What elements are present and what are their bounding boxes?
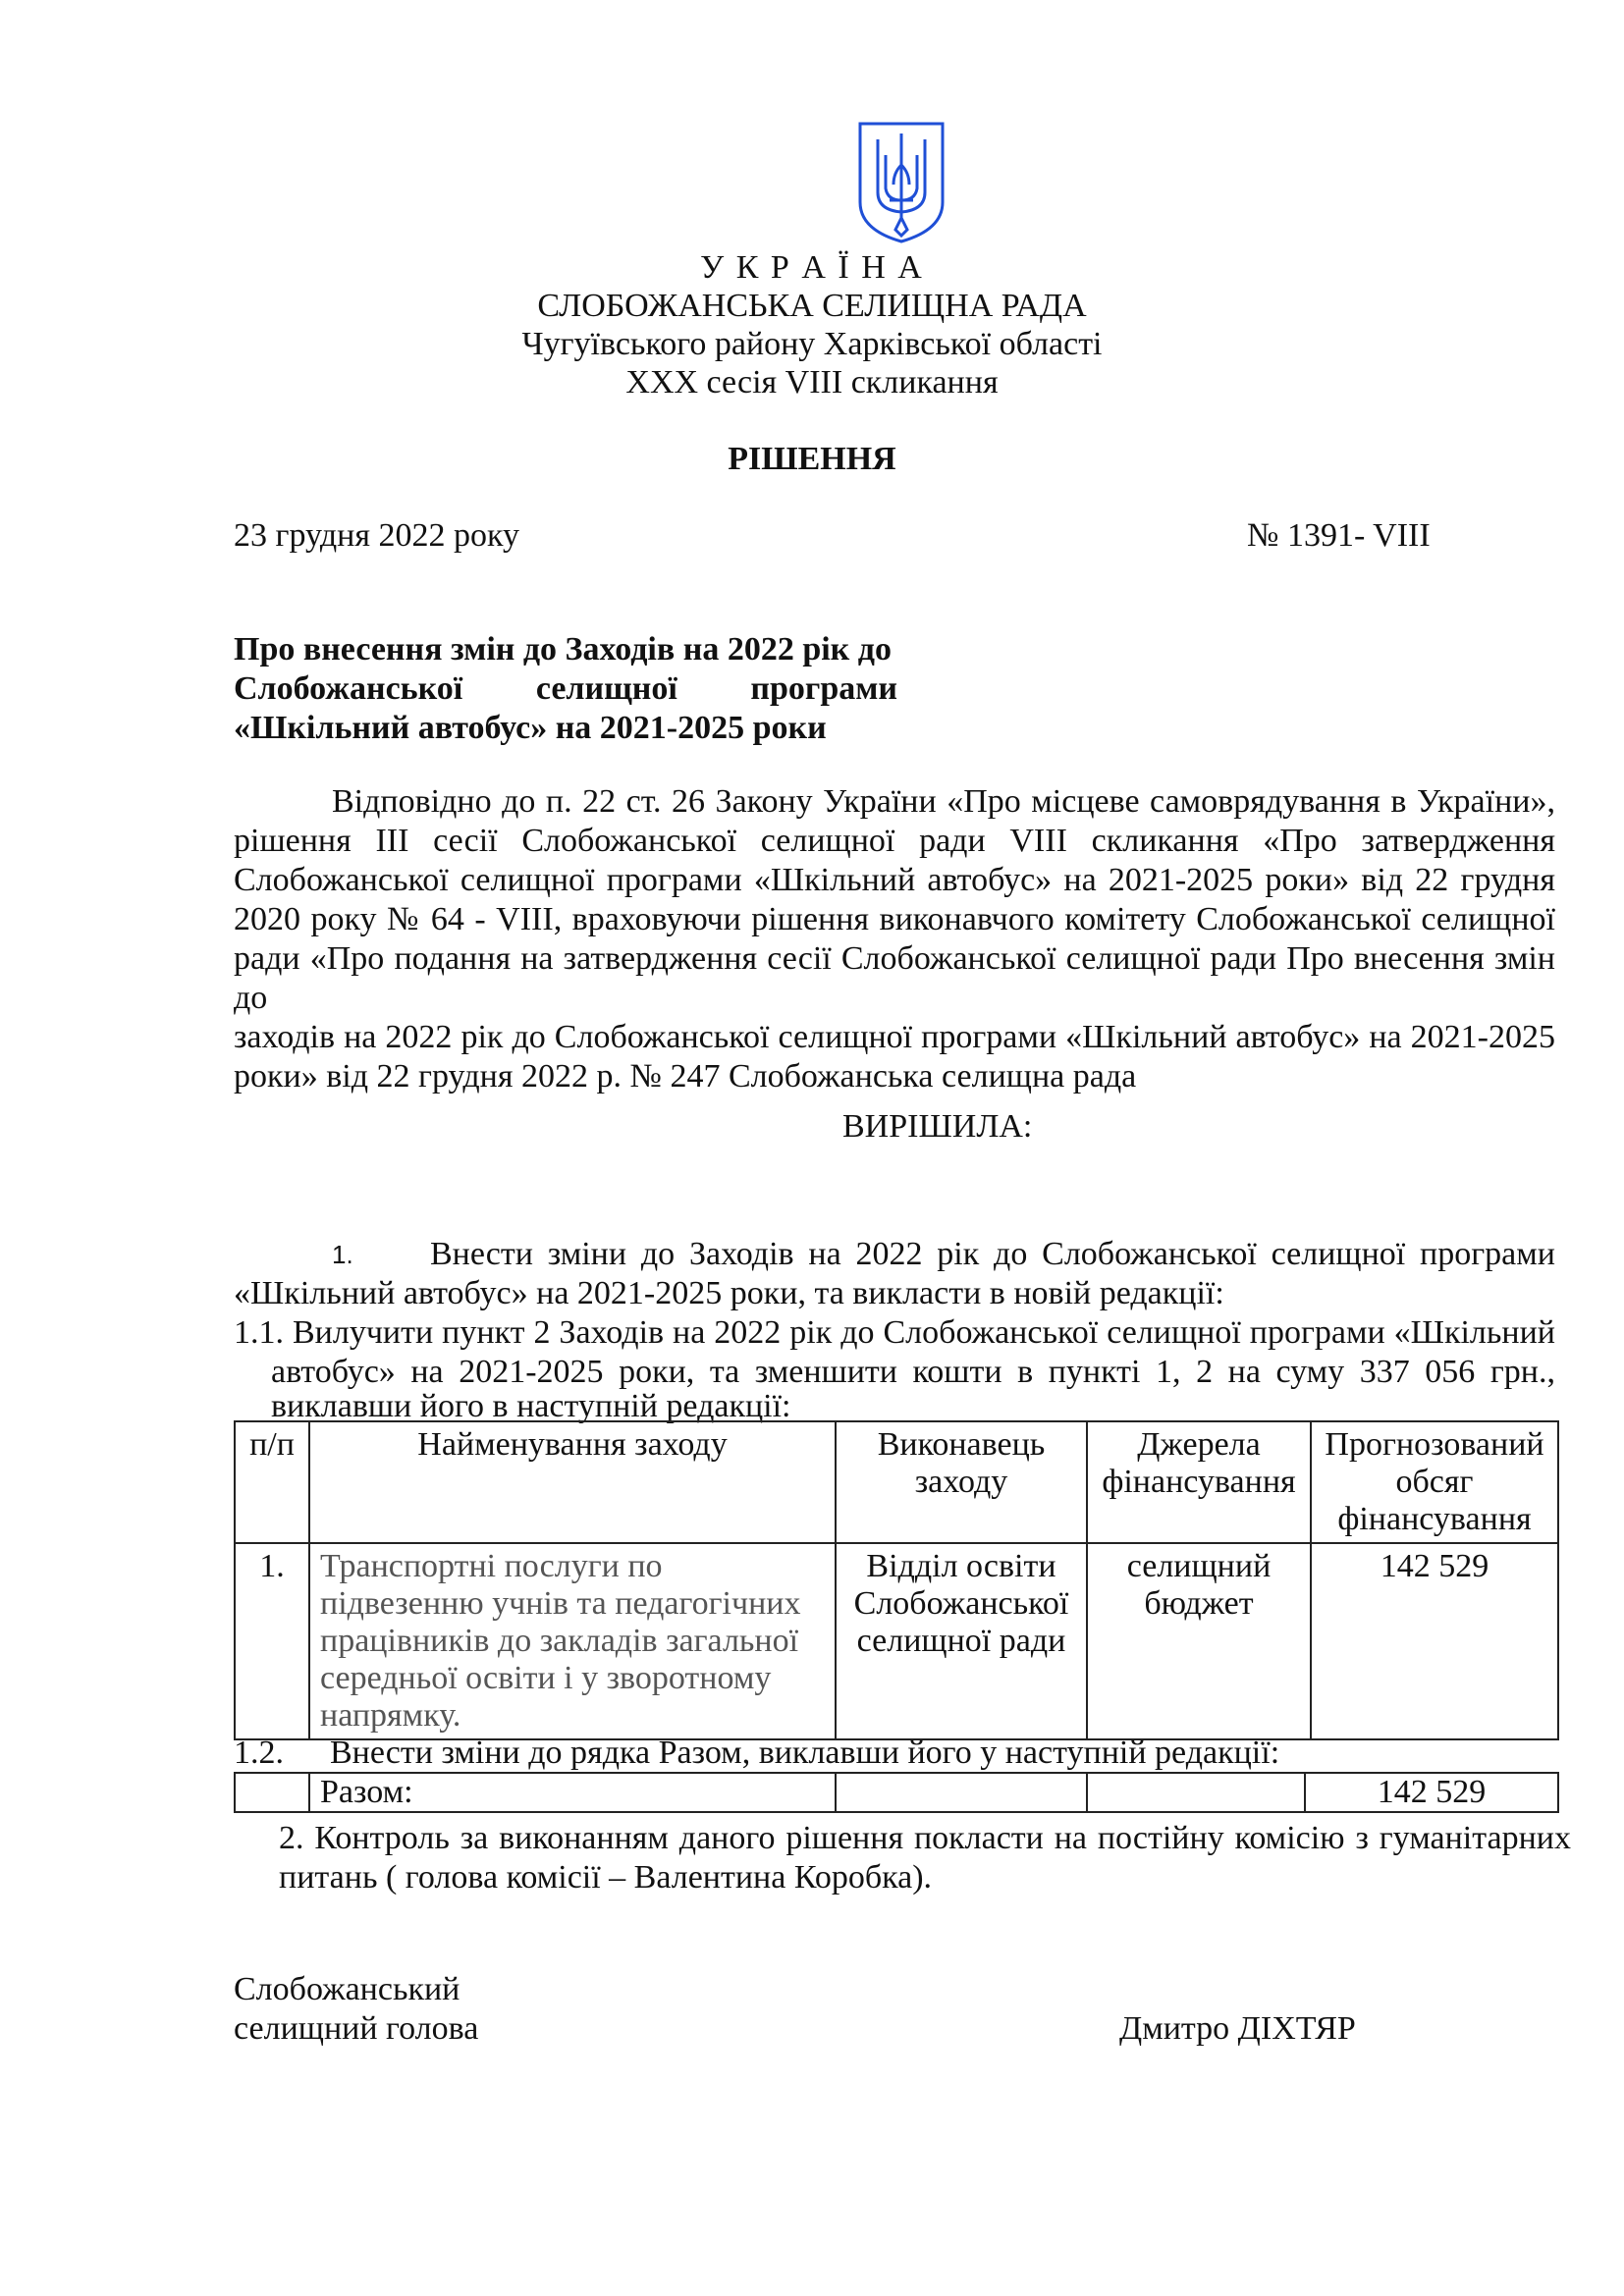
item-1-1-line-3: виклавши його в наступній редакції:: [271, 1388, 791, 1424]
signatory-title: [234, 1970, 478, 2049]
table-row: [235, 1543, 1558, 1739]
preamble: [234, 782, 1555, 1096]
item-2: [279, 1819, 1571, 1897]
header-forecast-amount: Прогнозований обсяг фінансування: [1311, 1421, 1558, 1543]
title-line-1: Про внесення змін до Заходів на 2022 рік до: [234, 631, 892, 667]
decision-date: 23 грудня 2022 року: [234, 517, 520, 554]
item-1-number: 1.: [332, 1240, 353, 1269]
measures-table: [234, 1420, 1559, 1740]
table-header-row: [235, 1421, 1558, 1543]
preamble-line: рішення III сесії Слобожанської селищної ради VIII скликання «Про затвердження: [234, 823, 1555, 859]
row-measure-name: Транспортні послуги по підвезенню учнів та педагогічних працівників до закладів загальної середньої освіти і у зворотному напрямку.: [309, 1543, 836, 1739]
preamble-line: 2020 року № 64 - VIII, враховуючи рішення виконавчого комітету Слобожанської селищної: [234, 901, 1555, 937]
row-number: 1.: [235, 1543, 309, 1739]
title-word-2: селищної: [535, 670, 677, 707]
item-1: [234, 1235, 1555, 1313]
row-funding-source: селищний бюджет: [1087, 1543, 1311, 1739]
coat-of-arms-icon: [856, 120, 947, 245]
item-1-line-2: «Шкільний автобус» на 2021-2025 роки, та викласти в новій редакції:: [234, 1275, 1224, 1311]
title-word-1: Слобожанської: [234, 670, 463, 707]
header-number: п/п: [235, 1421, 309, 1543]
resolved-heading: ВИРІШИЛА:: [842, 1108, 1033, 1145]
decision-title: [234, 630, 897, 748]
item-1-1-line-1: 1.1. Вилучити пункт 2 Заходів на 2022 рік до Слобожанської селищної програми «Шкільний: [234, 1314, 1555, 1351]
title-line-3: «Шкільний автобус» на 2021-2025 роки: [234, 710, 827, 746]
header-executor: Виконавець заходу: [836, 1421, 1087, 1543]
total-table: [234, 1772, 1559, 1813]
council-name: СЛОБОЖАНСЬКА СЕЛИЩНА РАДА: [537, 288, 1087, 324]
session-info: ХХХ сесія VIII скликання: [625, 364, 999, 400]
preamble-line: ради «Про подання на затвердження сесії Слобожанської селищної ради Про внесення змін до: [234, 940, 1555, 1016]
header-funding-source: Джерела фінансування: [1087, 1421, 1311, 1543]
item-1-2-text: Внести зміни до рядка Разом, виклавши його у наступній редакції:: [330, 1735, 1280, 1771]
decision-number: № 1391- VIII: [1247, 517, 1431, 554]
total-empty-cell: [836, 1773, 1087, 1812]
item-1-2: [234, 1734, 1555, 1773]
item-1-2-number: 1.2.: [234, 1735, 284, 1771]
total-label: Разом:: [309, 1773, 836, 1812]
preamble-line: Слобожанської селищної програми «Шкільний автобус» на 2021-2025 роки» від 22 грудня: [234, 862, 1555, 898]
total-amount: 142 529: [1305, 1773, 1558, 1812]
signatory-title-line-2: селищний голова: [234, 2010, 479, 2047]
item-1-1: [234, 1313, 1555, 1424]
preamble-line: роки» від 22 грудня 2022 р. № 247 Слобожанська селищна рада: [234, 1058, 1137, 1095]
total-row: [235, 1773, 1558, 1812]
row-executor: Відділ освіти Слобожанської селищної ради: [836, 1543, 1087, 1739]
header-measure-name: Найменування заходу: [309, 1421, 836, 1543]
total-empty-cell: [1087, 1773, 1305, 1812]
preamble-line: Відповідно до п. 22 ст. 26 Закону України «Про місцеве самоврядування в України»,: [332, 783, 1555, 820]
item-2-line-2: питань ( голова комісії – Валентина Коробка).: [279, 1859, 933, 1896]
signatory-title-line-1: Слобожанський: [234, 1971, 460, 2007]
district-name: Чугуївського району Харківської області: [521, 326, 1103, 362]
country-name: У К Р А Ї Н А: [700, 249, 924, 286]
signatory-name: Дмитро ДІХТЯР: [1119, 2010, 1356, 2047]
total-empty-cell: [235, 1773, 309, 1812]
item-2-line-1: 2. Контроль за виконанням даного рішення покласти на постійну комісію з гуманітарних: [279, 1820, 1571, 1856]
document-type: РІШЕННЯ: [728, 441, 896, 477]
item-1-1-line-2: автобус» на 2021-2025 роки, та зменшити кошти в пункті 1, 2 на суму 337 056 грн.,: [271, 1354, 1555, 1390]
preamble-line: заходів на 2022 рік до Слобожанської селищної програми «Шкільний автобус» на 2021-2025: [234, 1019, 1555, 1055]
item-1-line-1: 1. Внести зміни до Заходів на 2022 рік до Слобожанської селищної програми: [234, 1235, 1555, 1274]
title-word-3: програми: [750, 670, 897, 707]
title-line-2: [234, 669, 897, 709]
row-amount: 142 529: [1311, 1543, 1558, 1739]
